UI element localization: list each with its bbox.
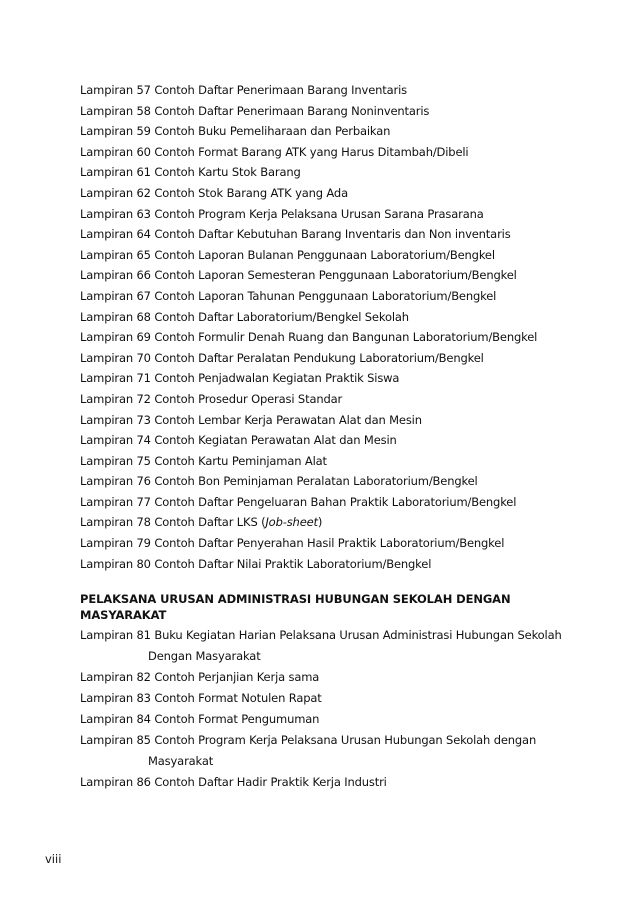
list-item (80, 492, 600, 513)
list-item-text: Lampiran 69 Contoh Formulir Denah Ruang dan Bangunan Laboratorium/Bengkel (80, 330, 538, 345)
list-item-text: Lampiran 66 Contoh Laporan Semesteran Penggunaan Laboratorium/Bengkel (80, 268, 517, 283)
section-item-text: Lampiran 82 Contoh Perjanjian Kerja sama (80, 670, 320, 684)
list-item-text: Lampiran 67 Contoh Laporan Tahunan Penggunaan Laboratorium/Bengkel (80, 288, 497, 303)
section-list-item (80, 625, 600, 667)
list-item-text: Lampiran 58 Contoh Daftar Penerimaan Barang Noninventaris (80, 103, 430, 118)
list-item-text: Lampiran 73 Contoh Lembar Kerja Perawatan Alat dan Mesin (80, 412, 422, 427)
section-list-item (80, 730, 600, 772)
list-item (80, 368, 600, 389)
list-item (80, 224, 600, 245)
list-item (80, 101, 600, 122)
list-item-text: Lampiran 75 Contoh Kartu Peminjaman Alat (80, 453, 327, 468)
list-item-text: Lampiran 71 Contoh Penjadwalan Kegiatan Praktik Siswa (80, 371, 400, 386)
list-item-text: Lampiran 72 Contoh Prosedur Operasi Standar (80, 391, 343, 406)
list-item (80, 183, 600, 204)
list-item (80, 471, 600, 492)
list-item-text: Lampiran 57 Contoh Daftar Penerimaan Barang Inventaris (80, 83, 407, 97)
list-item-text: Lampiran 59 Contoh Buku Pemeliharaan dan Perbaikan (80, 124, 391, 139)
list-item (80, 327, 600, 348)
section-list-item (80, 688, 600, 709)
list-item-text: Lampiran 76 Contoh Bon Peminjaman Peralatan Laboratorium/Bengkel (80, 474, 478, 489)
list-item-text: Lampiran 77 Contoh Daftar Pengeluaran Bahan Praktik Laboratorium/Bengkel (80, 494, 517, 509)
list-item (80, 410, 600, 431)
list-item-text: Lampiran 68 Contoh Daftar Laboratorium/Bengkel Sekolah (80, 309, 409, 324)
section-item-text: Lampiran 84 Contoh Format Pengumuman (80, 712, 320, 726)
list-item-text: Lampiran 60 Contoh Format Barang ATK yang Harus Ditambah/Dibeli (80, 144, 469, 159)
list-item (80, 389, 600, 410)
list-item-suffix: ) (317, 515, 323, 530)
list-item-text: Lampiran 62 Contoh Stok Barang ATK yang Ada (80, 185, 348, 200)
lampiran-list (80, 80, 600, 574)
list-item-text: Lampiran 79 Contoh Daftar Penyerahan Hasil Praktik Laboratorium/Bengkel (80, 536, 505, 551)
section-list-item (80, 667, 600, 688)
list-item-text: Lampiran 61 Contoh Kartu Stok Barang (80, 165, 301, 180)
section-item-text: Lampiran 81 Buku Kegiatan Harian Pelaksana Urusan Administrasi Hubungan Sekolah (80, 628, 562, 642)
list-item (80, 162, 600, 183)
list-item-text: Lampiran 64 Contoh Daftar Kebutuhan Barang Inventaris dan Non inventaris (80, 227, 511, 242)
list-item-text: Lampiran 78 Contoh Daftar LKS ( (80, 515, 266, 530)
list-item (80, 204, 600, 225)
section-item-continuation: Masyarakat (148, 754, 214, 768)
section-list-item (80, 772, 600, 793)
section-item-continuation: Dengan Masyarakat (148, 649, 261, 663)
list-item (80, 430, 600, 451)
page-number: viii (45, 852, 62, 866)
list-item (80, 142, 600, 163)
section-item-list (80, 625, 600, 793)
list-item (80, 245, 600, 266)
list-item-text: Lampiran 65 Contoh Laporan Bulanan Penggunaan Laboratorium/Bengkel (80, 247, 495, 262)
section-item-text: Lampiran 83 Contoh Format Notulen Rapat (80, 691, 322, 705)
list-item-text: Lampiran 63 Contoh Program Kerja Pelaksana Urusan Sarana Prasarana (80, 206, 484, 221)
list-item-text: Lampiran 74 Contoh Kegiatan Perawatan Alat dan Mesin (80, 433, 397, 448)
list-item (80, 307, 600, 328)
list-item-italic-text: Job-sheet (265, 515, 318, 530)
section-item-text: Lampiran 85 Contoh Program Kerja Pelaksana Urusan Hubungan Sekolah dengan (80, 733, 537, 747)
section-list-item (80, 709, 600, 730)
list-item (80, 80, 600, 101)
list-item-text: Lampiran 80 Contoh Daftar Nilai Praktik Laboratorium/Bengkel (80, 556, 432, 571)
list-item (80, 286, 600, 307)
list-item (80, 451, 600, 472)
list-item (80, 121, 600, 142)
section-heading: PELAKSANA URUSAN ADMINISTRASI HUBUNGAN SEKOLAH DENGAN MASYARAKAT (80, 592, 511, 622)
list-item (80, 533, 600, 554)
list-item (80, 348, 600, 369)
list-item (80, 554, 600, 575)
list-item-text: Lampiran 70 Contoh Daftar Peralatan Pendukung Laboratorium/Bengkel (80, 350, 484, 365)
hubungan-masyarakat-section (80, 591, 600, 793)
list-item (80, 512, 600, 533)
section-item-text: Lampiran 86 Contoh Daftar Hadir Praktik Kerja Industri (80, 775, 387, 789)
list-item (80, 265, 600, 286)
